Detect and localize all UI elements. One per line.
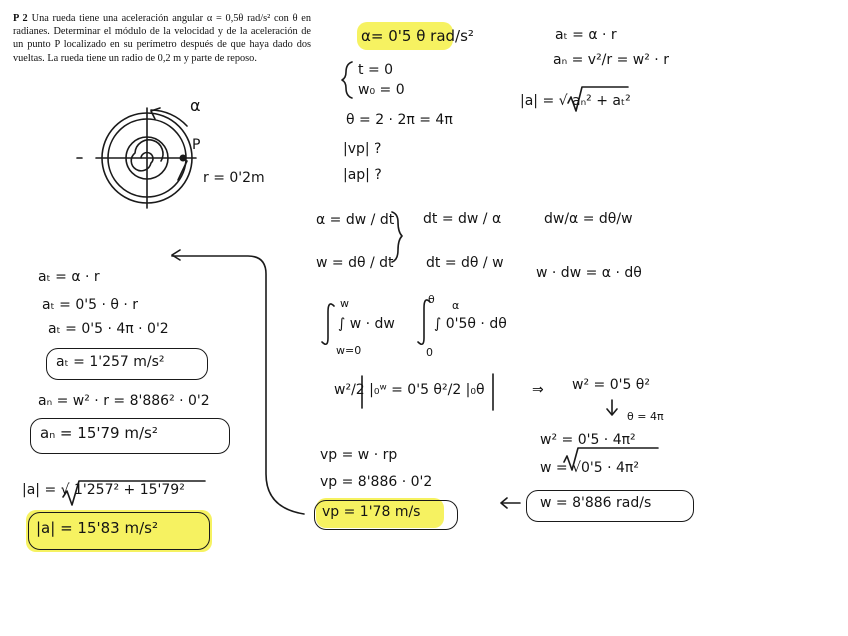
theta-substitution: θ = 4π <box>627 410 664 423</box>
w-squared-numeric: w² = 0'5 · 4π² <box>540 432 636 448</box>
vp-question: |vp| ? <box>343 141 382 157</box>
alpha-equation: α = dw / dt <box>316 212 395 228</box>
an-definition: aₙ = v²/r = w² · r <box>553 52 669 68</box>
integral-upper-w: w <box>340 297 349 310</box>
vp-numeric: vp = 8'886 · 0'2 <box>320 474 433 490</box>
integral-right: ∫ 0'5θ · dθ <box>434 316 507 332</box>
implies-arrow: ⇒ <box>532 382 544 398</box>
ratio-equation: dw/α = dθ/w <box>544 211 633 227</box>
w-squared: w² = 0'5 θ² <box>572 377 650 393</box>
initial-w: w₀ = 0 <box>358 82 405 98</box>
integral-alpha-note: α <box>452 299 460 312</box>
an-step: aₙ = w² · r = 8'886² · 0'2 <box>38 393 210 409</box>
w-sqrt: w = √0'5 · 4π² <box>540 460 639 476</box>
at-step-1: aₜ = α · r <box>38 269 100 285</box>
w-dw-equation: w · dw = α · dθ <box>536 265 642 281</box>
diagram-alpha-label: α <box>190 96 201 115</box>
a-modulus-definition: |a| = √ aₙ² + aₜ² <box>520 93 631 109</box>
integration-result: w²/2 |₀ʷ = 0'5 θ²/2 |₀θ <box>334 382 485 398</box>
at-result: aₜ = 1'257 m/s² <box>56 354 165 370</box>
at-step-3: aₜ = 0'5 · 4π · 0'2 <box>48 321 169 337</box>
ap-question: |ap| ? <box>343 167 382 183</box>
at-definition: aₜ = α · r <box>555 27 617 43</box>
at-step-2: aₜ = 0'5 · θ · r <box>42 297 139 313</box>
integral-lower-w: w=0 <box>336 344 362 357</box>
problem-text: Una rueda tiene una aceleración angular α = 0,5θ rad/s² con θ en radianes. Determinar el módulo de la velocidad y de la aceleración de un punto P localizado en su perímetro después de que haya dado dos vueltas. La rueda tiene un radio de 0,2 m y parte de reposo. <box>13 13 311 64</box>
integral-upper-theta: θ <box>428 293 435 306</box>
a-result: |a| = 15'83 m/s² <box>36 519 158 537</box>
integral-lower-theta: 0 <box>426 346 433 359</box>
integral-left: ∫ w · dw <box>338 316 395 332</box>
w-equation: w = dθ / dt <box>316 255 394 271</box>
alpha-given: α= 0'5 θ rad/s² <box>361 27 474 45</box>
dt-from-alpha: dt = dw / α <box>423 211 502 227</box>
diagram-radius-label: r = 0'2m <box>203 170 265 186</box>
dt-from-w: dt = dθ / w <box>426 255 504 271</box>
w-result: w = 8'886 rad/s <box>540 495 652 511</box>
a-modulus-step: |a| = √ 1'257² + 15'79² <box>22 482 185 498</box>
theta-two-turns: θ = 2 · 2π = 4π <box>346 112 453 128</box>
problem-label: P 2 <box>13 13 28 24</box>
initial-time: t = 0 <box>358 62 394 78</box>
wheel-diagram <box>77 108 196 208</box>
an-result: aₙ = 15'79 m/s² <box>40 424 158 442</box>
diagram-point-label: P <box>192 137 201 153</box>
vp-equation: vp = w · rp <box>320 447 398 463</box>
vp-result: vp = 1'78 m/s <box>322 504 421 520</box>
